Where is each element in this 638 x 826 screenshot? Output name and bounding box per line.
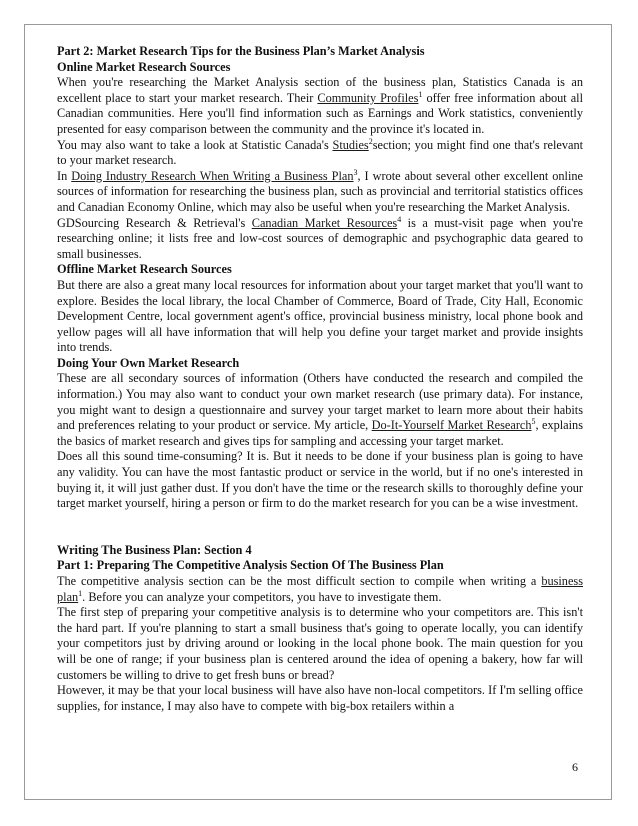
part1-heading: Part 1: Preparing The Competitive Analysis Section Of The Business Plan [57, 558, 444, 573]
business-plan-link[interactable]: business plan [57, 574, 583, 604]
paragraph: You may also want to take a look at Statistic Canada's Studies$^2$section; you might find one that's relevant to your market research. [57, 136, 584, 168]
paragraph: But there are also a great many local resources for information about your target market that you'll want to explore. Besides the local library, the local Chamber of Commerce, Board of Trade, City Hall, Economic Development Centre, local government agent's office, provincial business ministry, local phone book and yellow pages will all have information that will help you define your target market and provide insights into trends. [57, 277, 583, 355]
page-number: 6 [572, 760, 578, 774]
own-research-heading: Doing Your Own Market Research [57, 355, 240, 370]
offline-sources-heading: Offline Market Research Sources [57, 262, 232, 277]
part2-heading: Part 2: Market Research Tips for the Business Plan’s Market Analysis [57, 44, 425, 58]
paragraph: These are all secondary sources of information (Others have conducted the research and compiled the information.) You may also want to conduct your own market research (use primary data). For instance, you might want to design a questionnaire and survey your target market to learn more about their habits and preferences relating to your product or service. My article, Do-It-Yourself Market Research$^5$, explains the basics of market research and gives tips for sampling and accessing your target market. [57, 371, 583, 448]
footnote-marker: 4 [397, 214, 402, 224]
community-profiles-link[interactable]: Community Profiles [317, 90, 419, 105]
section-gap [57, 512, 583, 543]
studies-link[interactable]: Studies [332, 137, 369, 152]
canadian-market-resources-link[interactable]: Canadian Market Resources [251, 215, 398, 230]
footnote-marker: 3 [353, 167, 358, 177]
section4-heading: Writing The Business Plan: Section 4 [57, 542, 252, 557]
online-sources-heading: Online Market Research Sources [57, 59, 231, 74]
paragraph: Does all this sound time-consuming? It is. But it needs to be done if your business plan is going to have any validity. You can have the most fantastic product or service in the world, but if no one's interested in buying it, it will just gather dust. If you don't have the time or the research skills to thoroughly define your target market yourself, hiring a person or firm to do the market research for you can be a wise investment. [57, 449, 583, 511]
footnote-marker: 2 [368, 136, 373, 146]
footnote-marker: 1 [78, 588, 83, 598]
industry-research-link[interactable]: Doing Industry Research When Writing a Business Plan [71, 168, 354, 183]
paragraph: However, it may be that your local business will have also have non-local competitors. If I'm selling office supplies, for instance, I may also have to compete with big-box retailers within a [57, 683, 583, 713]
paragraph: When you're researching the Market Analysis section of the business plan, Statistics Canada is an excellent place to start your market research. Their Community Profiles$^1$ offer free information about all Canadian communities. Here you'll find information such as Earnings and Work statistics, conveniently presented for easy comparison between the community and the province it's located in. [57, 75, 584, 136]
footnote-marker: 5 [531, 417, 536, 427]
paragraph: The first step of preparing your competitive analysis is to determine who your competitors are. This isn't the hard part. If you're planning to start a small business that's going to operate locally, you can identify your competitors just by driving around or looking in the local phone book. The main question for you will be one of range; if your business plan is centered around the idea of opening a bakery, how far will customers be willing to drive to get fresh buns or bread? [57, 605, 583, 682]
diy-market-research-link[interactable]: Do-It-Yourself Market Research [371, 418, 532, 433]
paragraph: GDSourcing Research & Retrieval's Canadian Market Resources$^4$ is a must-visit page when you're researching online; it lists free and low-cost sources of demographic and psychographic data geared to small businesses. [57, 214, 583, 261]
footnote-marker: 1 [418, 89, 423, 99]
paragraph: In Doing Industry Research When Writing a Business Plan$^3$, I wrote about several other excellent online sources of information for researching the business plan, such as provincial and territorial statistics offices and Canadian Economy Online, which may also be useful when you're researching the Market Analysis. [57, 167, 583, 214]
paragraph: The competitive analysis section can be the most difficult section to compile when writing a business plan$^1$. Before you can analyze your competitors, you have to investigate them. [57, 574, 583, 604]
document-body [57, 44, 583, 714]
